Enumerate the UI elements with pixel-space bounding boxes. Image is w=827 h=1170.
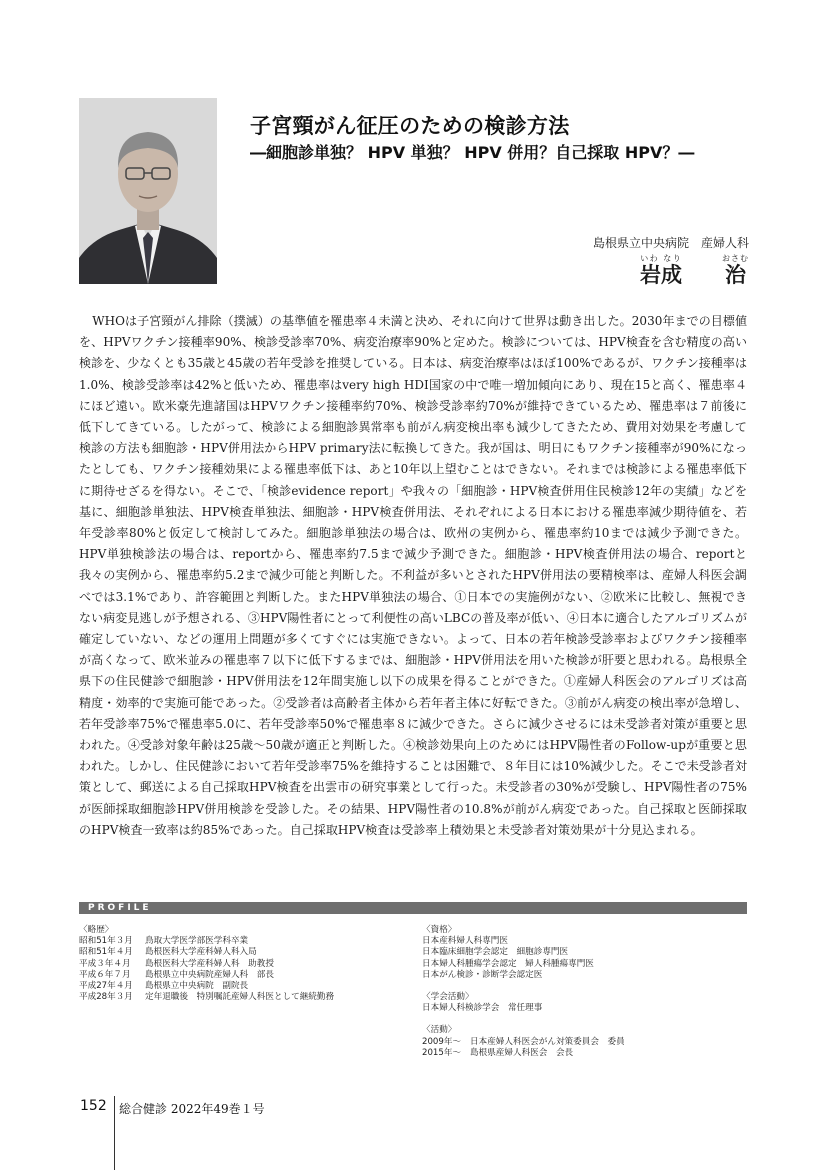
entry-date: 2009年～	[422, 1036, 462, 1047]
author-given-ruby: おさむ	[722, 254, 749, 263]
entry-date: 平成６年７月	[79, 969, 131, 980]
entry-text: 定年退職後 特別嘱託産婦人科医として継続勤務	[145, 992, 335, 1003]
activities-list	[422, 1037, 747, 1059]
profile-label: PROFILE	[88, 903, 152, 913]
author-surname: 岩成いわ なり	[640, 254, 682, 287]
journal-citation: 総合健診 2022年49巻１号	[119, 1102, 265, 1116]
profile-entry	[79, 947, 399, 958]
profile-entry: 日本婦人科腫瘍学会認定 婦人科腫瘍専門医	[422, 958, 594, 969]
credentials-column	[422, 925, 747, 1059]
profile-entry	[79, 970, 399, 981]
article-title: 子宮頸がん征圧のための検診方法	[250, 114, 570, 138]
article-subtitle: ―細胞診単独？ HPV 単独？ HPV 併用？自己採取 HPV？―	[250, 143, 695, 162]
career-column	[79, 925, 399, 1003]
profile-entry: 日本産科婦人科専門医	[422, 936, 508, 947]
author-surname-ruby: いわ なり	[640, 254, 682, 263]
entry-date: 昭和51年４月	[79, 947, 133, 958]
author-photo	[79, 98, 217, 284]
author-affiliation: 島根県立中央病院 産婦人科	[592, 236, 749, 250]
profile-section-bar	[79, 902, 747, 914]
profile-entry	[422, 1037, 747, 1048]
activities-heading: 〈活動〉	[422, 1025, 457, 1036]
career-heading: 〈略歴〉	[79, 925, 114, 935]
profile-entry	[79, 992, 399, 1003]
entry-text: 島根医科大学産科婦人科 助教授	[145, 958, 274, 969]
entry-text: 島根医科大学産科婦人科入局	[145, 947, 257, 958]
author-portrait-image	[79, 98, 217, 284]
profile-entry	[79, 936, 399, 947]
qualifications-heading: 〈資格〉	[422, 925, 457, 935]
profile-entry	[422, 1048, 747, 1059]
profile-entry: 日本臨床細胞学会認定 細胞診専門医	[422, 947, 569, 958]
entry-text: 島根県産婦人科医会 会長	[470, 1047, 574, 1058]
profile-entry: 日本婦人科検診学会 常任理事	[422, 1003, 543, 1014]
abstract-body: WHOは子宮頸がん排除（撲滅）の基準値を罹患率４未満と決め、それに向けて世界は動き出した。2030年までの目標値を、HPVワクチン接種率90%、検診受診率70%、病変治療率90%と定めた。検診については、HPV検査を含む精度の高い検診を、少なくとも35歳と45歳の若年受診を推奨している。日本は、病変治療率はほぼ100%であるが、ワクチン接種率は1.0%、検診受診率は42%と低いため、罹患率はvery high HDI国家の中で唯一増加傾向にあり、現在15と高く、罹患率４にほど遠い。欧米豪先進諸国はHPVワクチン接種率約70%、検診受診率約70%が維持できているため、罹患率は７前後に低下してきている。したがって、検診による細胞診異常率も前がん病変検出率も減少してきたため、費用対効果を考慮して検診の方法も細胞診・HPV併用法からHPV primary法に転換してきた。我が国は、明日にもワクチン接種率が90%になったとしても、ワクチン接種効果による罹患率低下は、あと10年以上望むことはできない。それまでは検診による罹患率低下に期待せざるを得ない。そこで、「検診evidence report」や我々の「細胞診・HPV検査併用住民検診12年の実績」などを基に、細胞診単独法、HPV検査単独法、細胞診・HPV検査併用法、それぞれによる日本における罹患率減少期待値を、若年受診率80%と仮定して検討してみた。細胞診単独法の場合は、欧州の実例から、罹患率約10までは減少予測できた。HPV単独検診法の場合は、reportから、罹患率約7.5まで減少予測できた。細胞診・HPV検査併用法の場合、reportと我々の実例から、罹患率約5.2まで減少可能と判断した。不利益が多いとされたHPV併用法の要精検率は、産婦人科医会調べでは3.1%であり、許容範囲と判断した。またHPV単独法の場合、①日本での実施例がない、②欧米に比較し、無視できない病変見逃しが予想される、③HPV陽性者にとって利便性の高いLBCの普及率が低い、④日本に適合したアルゴリズムが確定していない、などの運用上問題が多くてすぐには実施できない。よって、日本の若年検診受診率およびワクチン接種率が高くなって、欧米並みの罹患率７以下に低下するまでは、細胞診・HPV併用法を用いた検診が肝要と思われる。島根県全県下の住民健診で細胞診・HPV併用法を12年間実施し以下の成果を得ることができた。①産婦人科医会のアルゴリズは高精度・効率的で実施可能であった。②受診者は高齢者主体から若年者主体に好転できた。③前がん病変の検出率が急増し、若年受診率75%で罹患率5.0に、若年受診率50%で罹患率８に減少できた。さらに減少させるには未受診者対策が重要と思われた。④受診対象年齢は25歳～50歳が適正と判断した。④検診効果向上のためにはHPV陽性者のFollow-upが重要と思われた。しかし、住民健診において若年受診率75%を維持することは困難で、８年目には10%減少した。そこで未受診者対策として、郵送による自己採取HPV検査を出雲市の研究事業として行った。未受診者の30%が受験し、HPV陽性者の75%が医師採取細胞診HPV併用検診を受診した。その結果、HPV陽性者の10.8%が前がん病変であった。自己採取と医師採取のHPV検査一致率は約85%であった。自己採取HPV検査は受診率上積効果と未受診者対策効果が十分見込まれる。	[79, 314, 747, 837]
entry-text: 鳥取大学医学部医学科卒業	[145, 936, 249, 947]
profile-entry	[79, 959, 399, 970]
entry-date: 2015年～	[422, 1047, 462, 1058]
entry-date: 平成27年４月	[79, 981, 133, 992]
author-name	[640, 254, 749, 289]
societies-heading: 〈学会活動〉	[422, 992, 474, 1003]
entry-text: 島根県立中央病院産婦人科 部長	[145, 969, 274, 980]
entry-date: 昭和51年３月	[79, 936, 133, 947]
entry-text: 日本産婦人科医会がん対策委員会 委員	[470, 1036, 625, 1047]
author-given-name: 治おさむ	[722, 254, 749, 287]
profile-entry	[79, 981, 399, 992]
footer-divider	[114, 1096, 115, 1170]
entry-date: 平成３年４月	[79, 958, 131, 969]
page-number: 152	[80, 1098, 107, 1114]
entry-text: 島根県立中央病院 副院長	[145, 981, 249, 992]
career-list	[79, 936, 399, 1003]
qualifications-list	[422, 936, 747, 981]
entry-date: 平成28年３月	[79, 992, 133, 1003]
profile-entry: 日本がん検診・診断学会認定医	[422, 969, 543, 980]
societies-list	[422, 1003, 747, 1014]
